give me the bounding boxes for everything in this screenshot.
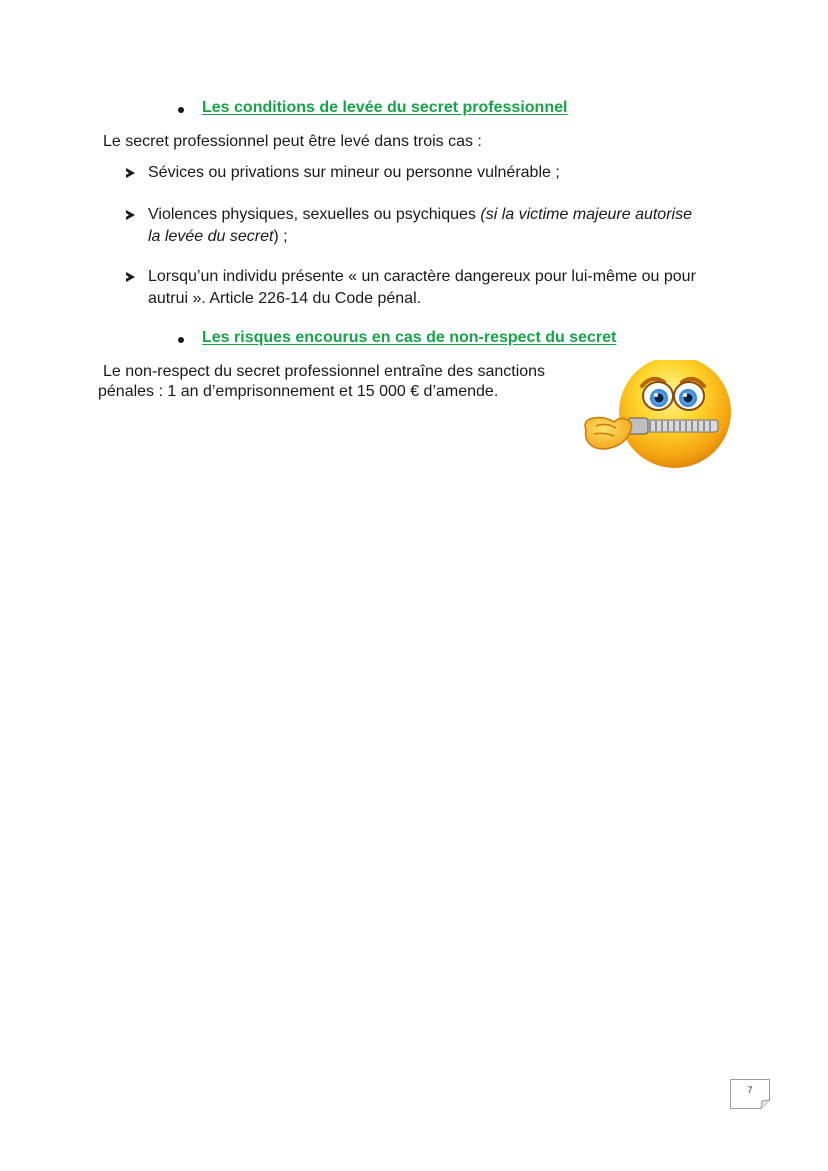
list-item xyxy=(148,266,748,310)
list-item-text: Lorsqu’un individu présente « un caractère dangereux pour lui-même ou pour xyxy=(148,268,696,285)
section-heading-risks: Les risques encourus en cas de non-respect du secret xyxy=(202,329,617,346)
page-number-box xyxy=(730,1079,770,1109)
list-item-text: Violences physiques, sexuelles ou psychiques xyxy=(148,206,481,223)
section-heading-conditions: Les conditions de levée du secret professionnel xyxy=(202,99,568,116)
page-number: 7 xyxy=(747,1085,753,1095)
list-item xyxy=(148,204,738,248)
zipped-mouth-emoji-icon xyxy=(580,360,735,470)
risks-paragraph-line1: Le non-respect du secret professionnel entraîne des sanctions xyxy=(103,363,546,380)
list-item-text: ) ; xyxy=(273,228,288,245)
intro-paragraph: Le secret professionnel peut être levé dans trois cas : xyxy=(103,133,482,150)
heading-bullet xyxy=(178,107,184,113)
arrow-bullet-icon xyxy=(126,272,135,282)
list-item-text: Sévices ou privations sur mineur ou personne vulnérable ; xyxy=(148,164,560,181)
list-item-italic: la levée du secret xyxy=(148,228,274,245)
arrow-bullet-icon xyxy=(126,210,135,220)
list-item xyxy=(148,162,560,184)
list-item-text: autrui ». Article 226-14 du Code pénal. xyxy=(148,290,422,307)
list-item-italic: (si la victime majeure autorise xyxy=(480,206,692,223)
arrow-bullet-icon xyxy=(126,168,135,178)
risks-paragraph-line2: pénales : 1 an d’emprisonnement et 15 000 € d’amende. xyxy=(98,383,499,400)
heading-bullet xyxy=(178,337,184,343)
